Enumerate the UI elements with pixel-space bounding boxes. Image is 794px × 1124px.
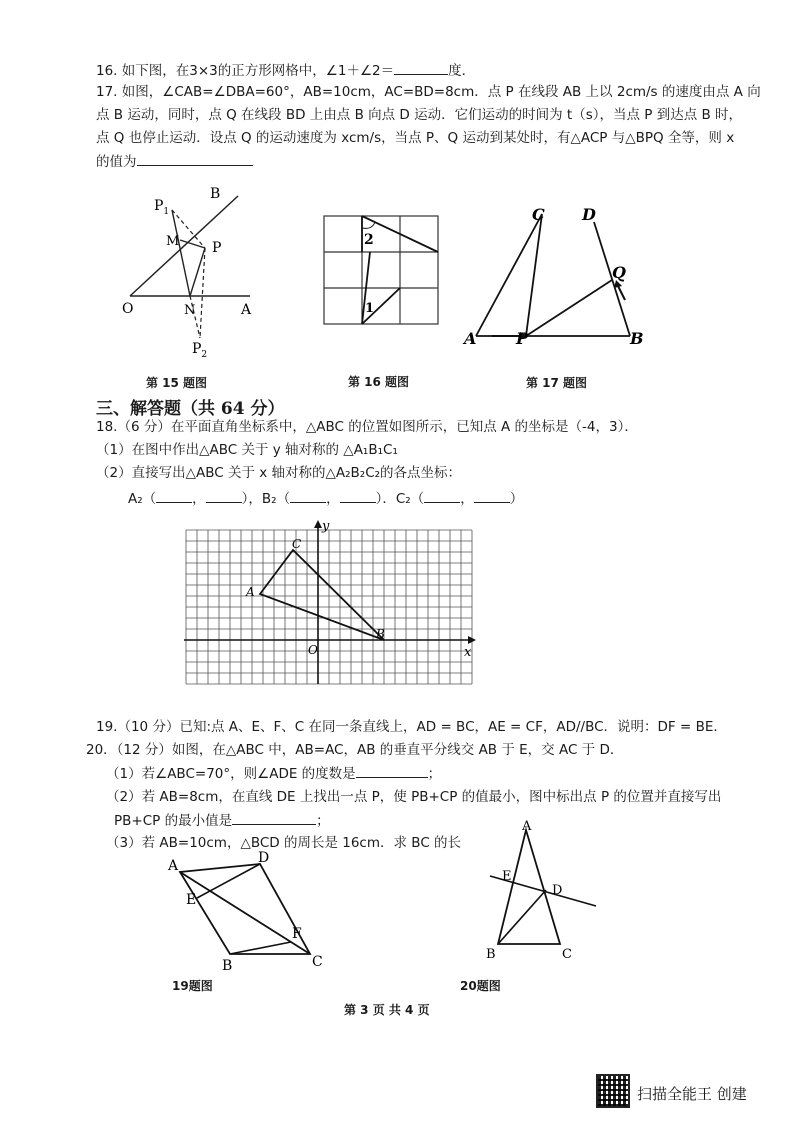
question-20-part-3: （3）若 AB=10cm，△BCD 的周长是 16cm．求 BC 的长 <box>106 835 462 851</box>
label-b: B <box>630 329 644 348</box>
label-d: D <box>552 883 563 898</box>
grid-3x3 <box>324 216 438 324</box>
label-c: C <box>312 954 323 970</box>
label-c: C <box>292 537 302 551</box>
figure-19-caption: 19题图 <box>172 979 213 993</box>
label-p1: $P_1$ <box>154 198 170 217</box>
label-c: C <box>562 947 572 962</box>
label-p: P <box>516 329 529 348</box>
label-angle-2: 2 <box>364 232 374 248</box>
question-16: 16. 如下图，在3×3的正方形网格中，∠1＋∠2＝ 度． <box>96 60 475 81</box>
label-o: O <box>308 643 318 657</box>
c2-x-blank[interactable] <box>424 488 460 503</box>
label-b: B <box>210 186 221 202</box>
label-o: O <box>122 301 134 317</box>
label-d: D <box>258 850 270 866</box>
qr-code-icon <box>596 1074 630 1108</box>
label-a: A <box>168 858 179 874</box>
scanner-watermark: 扫描全能王 创建 <box>637 1085 747 1103</box>
label-m: M <box>166 234 180 249</box>
page-number: 第 3 页 共 4 页 <box>344 1003 430 1017</box>
label-q: Q <box>612 263 626 282</box>
question-17-line-4: 的值为 <box>96 151 253 172</box>
question-17-line-1: 17. 如图，∠CAB=∠DBA=60°，AB=10cm，AC=BD=8cm．点 P 在线段 AB 上以 2cm/s 的速度由点 A 向 <box>96 84 761 100</box>
label-a: A <box>246 585 255 599</box>
figure-15-caption: 第 15 题图 <box>146 376 208 390</box>
figure-18-coordinate-grid <box>180 520 480 690</box>
answer-blank[interactable] <box>394 60 448 75</box>
label-a: A <box>522 819 532 834</box>
answer-blank[interactable] <box>137 151 253 166</box>
label-p: P <box>212 240 222 256</box>
figure-19 <box>160 850 340 980</box>
label-p2: $P_2$ <box>192 341 208 360</box>
question-17-line-2: 点 B 运动，同时，点 Q 在线段 BD 上由点 B 向点 D 运动．它们运动的时间为 t（s），当点 P 到达点 B 时， <box>96 107 743 123</box>
answer-blank[interactable] <box>232 810 316 825</box>
section-title: 三、解答题（共 64 分） <box>96 399 285 419</box>
figure-16-caption: 第 16 题图 <box>348 375 410 389</box>
label-e: E <box>186 892 197 908</box>
question-20-part-2a: （2）若 AB=8cm，在直线 DE 上找出一点 P，使 PB+CP 的值最小，图中标出点 P 的位置并直接写出 <box>106 789 722 805</box>
c2-y-blank[interactable] <box>474 488 510 503</box>
question-20-intro: 20．（12 分）如图，在△ABC 中，AB=AC，AB 的垂直平分线交 AB 于 E，交 AC 于 D． <box>86 742 624 758</box>
question-17-line-3: 点 Q 也停止运动．设点 Q 的运动速度为 xcm/s，当点 P、Q 运动到某处时，有△ACP 与△BPQ 全等，则 x <box>96 130 735 146</box>
label-n: N <box>184 303 196 318</box>
question-20-part-1: （1）若∠ABC=70°，则∠ADE 的度数是 ； <box>106 763 441 784</box>
label-b: B <box>222 958 233 974</box>
triangle-abc <box>260 550 384 640</box>
grid-lines <box>186 530 472 684</box>
question-18-intro: 18.（6 分）在平面直角坐标系中，△ABC 的位置如图所示，已知点 A 的坐标是（-4，3）． <box>96 419 638 435</box>
a2-y-blank[interactable] <box>206 488 242 503</box>
question-19: 19.（10 分）已知:点 A、E、F、C 在同一条直线上，AD = BC，AE = CF，AD//BC．说明：DF = BE． <box>96 719 727 735</box>
label-x: x <box>464 645 472 660</box>
label-f: F <box>292 926 302 942</box>
triangle-acp <box>476 214 542 336</box>
label-angle-1: 1 <box>365 301 375 316</box>
label-d: D <box>582 205 596 224</box>
figure-20 <box>480 818 610 968</box>
label-b: B <box>376 627 385 641</box>
figure-16 <box>320 212 442 328</box>
figure-20-caption: 20题图 <box>460 979 501 993</box>
label-e: E <box>502 869 512 884</box>
label-c: C <box>532 205 545 224</box>
a2-x-blank[interactable] <box>156 488 192 503</box>
label-y: y <box>322 520 330 534</box>
figure-17 <box>462 200 652 350</box>
question-20-part-2b: PB+CP 的最小值是 ； <box>114 810 330 831</box>
quadrilateral-adcb <box>180 864 310 954</box>
question-18-part-2: （2）直接写出△ABC 关于 x 轴对称的△A₂B₂C₂的各点坐标： <box>96 465 462 481</box>
ray-ob <box>130 196 238 296</box>
segment-fb <box>230 942 291 954</box>
segment-np <box>190 248 205 296</box>
segment-p1n <box>172 210 190 296</box>
figure-15 <box>110 180 260 360</box>
arrow-q-motion <box>618 286 625 300</box>
question-18-answers: A₂（ ， ），B₂（ ， ）．C₂（ ， ） <box>128 488 523 509</box>
answer-blank[interactable] <box>356 763 428 778</box>
question-18-part-1: （1）在图中作出△ABC 关于 y 轴对称的 △A₁B₁C₁ <box>96 442 398 458</box>
label-a: A <box>464 329 477 348</box>
b2-x-blank[interactable] <box>290 488 326 503</box>
b2-y-blank[interactable] <box>340 488 376 503</box>
label-a: A <box>241 302 252 318</box>
label-b: B <box>486 947 496 962</box>
figure-17-caption: 第 17 题图 <box>526 376 588 390</box>
segment-pq <box>526 280 612 336</box>
